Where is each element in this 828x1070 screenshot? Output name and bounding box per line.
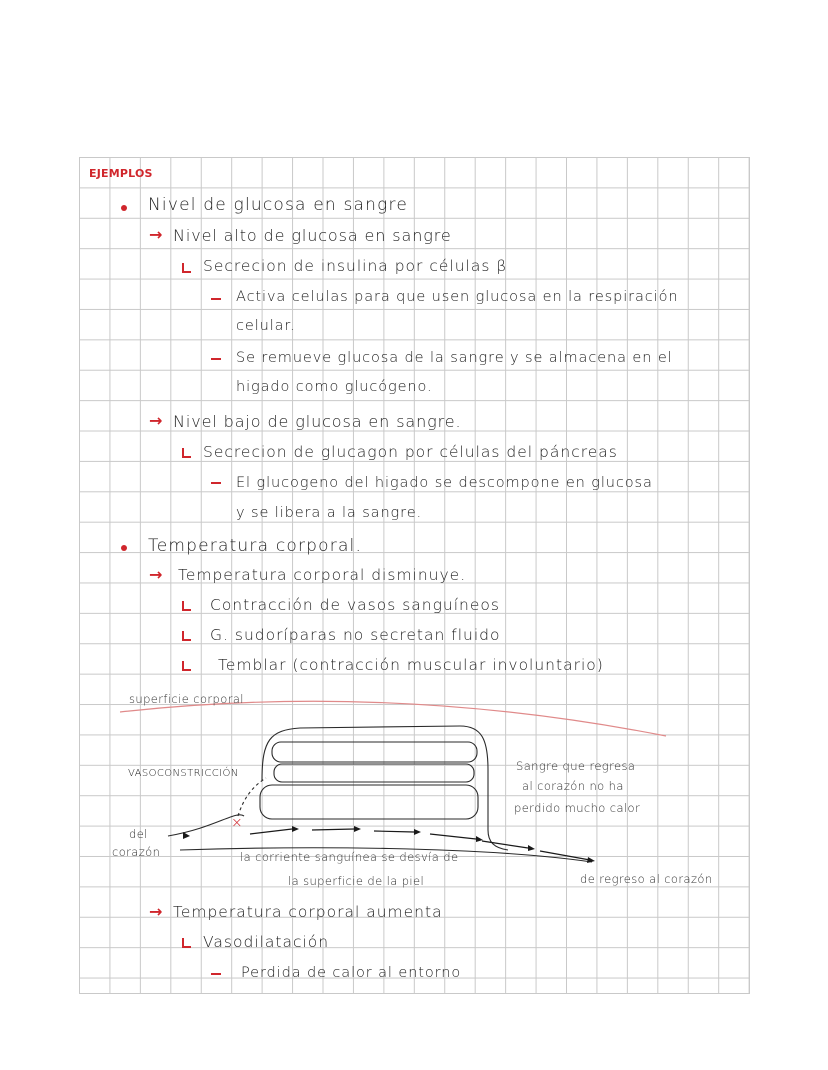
vasoconstriction-label: VASOCONSTRICCIÓN (128, 768, 239, 779)
temperature-increases: Temperatura corporal aumenta (173, 903, 443, 921)
returning-blood-line1: Sangre que regresa (516, 759, 636, 773)
returning-blood-line3: perdido mucho calor (514, 801, 641, 815)
heat-loss: Perdida de calor al entorno (241, 965, 462, 981)
temperature-title: Temperatura corporal. (148, 536, 363, 556)
capillary-loop-2 (274, 764, 474, 782)
glucose-low: Nivel bajo de glucosa en sangre. (173, 412, 462, 431)
capillary-loop-1 (272, 742, 477, 762)
skin-surface-line (120, 701, 666, 736)
from-label: del (129, 827, 148, 841)
glycogen-line1: El glucogeno del higado se descompone en glucosa (236, 475, 653, 491)
arrow-icon: → (149, 225, 163, 244)
activate-cells-line2: celular. (236, 318, 296, 334)
insulin-secretion: Secrecion de insulina por células β (203, 257, 508, 275)
returning-blood-line2: al corazón no ha (522, 779, 624, 793)
capillary-loop-3 (260, 785, 478, 819)
back-to-heart-label: de regreso al corazón (580, 872, 713, 886)
glucagon-secretion: Secrecion de glucagon por células del páncreas (203, 443, 618, 461)
shivering: Temblar (contracción muscular involuntario) (218, 656, 604, 674)
glycogen-line2: y se libera a la sangre. (236, 505, 423, 521)
vasodilation: Vasodilatación (203, 933, 330, 951)
arrow-icon: → (149, 565, 163, 584)
block-mark-icon: × (231, 815, 243, 831)
branch-icon (182, 938, 191, 948)
from-heart-label: corazón (112, 845, 161, 859)
section-heading: EJEMPLOS (89, 167, 153, 180)
glucose-title: Nivel de glucosa en sangre (148, 195, 409, 215)
activate-cells-line1: Activa celulas para que usen glucosa en la respiración (236, 289, 679, 305)
blood-diverted-line2: la superficie de la piel (288, 874, 425, 888)
vessel-contraction: Contracción de vasos sanguíneos (210, 596, 500, 614)
temperature-decreases: Temperatura corporal disminuye. (178, 566, 467, 584)
skin-surface-label: superficie corporal (129, 692, 244, 706)
arrow-icon: → (149, 411, 163, 430)
remove-glucose-line2: higado como glucógeno. (236, 379, 433, 395)
sweat-glands: G. sudoríparas no secretan fluido (210, 626, 501, 644)
glucose-high: Nivel alto de glucosa en sangre (173, 226, 452, 245)
blood-diverted-line1: la corriente sanguínea se desvía de (240, 850, 459, 864)
arrow-icon: → (149, 902, 163, 921)
constricted-vessel (238, 778, 266, 816)
dash-icon (211, 973, 221, 975)
remove-glucose-line1: Se remueve glucosa de la sangre y se almacena en el (236, 350, 673, 366)
